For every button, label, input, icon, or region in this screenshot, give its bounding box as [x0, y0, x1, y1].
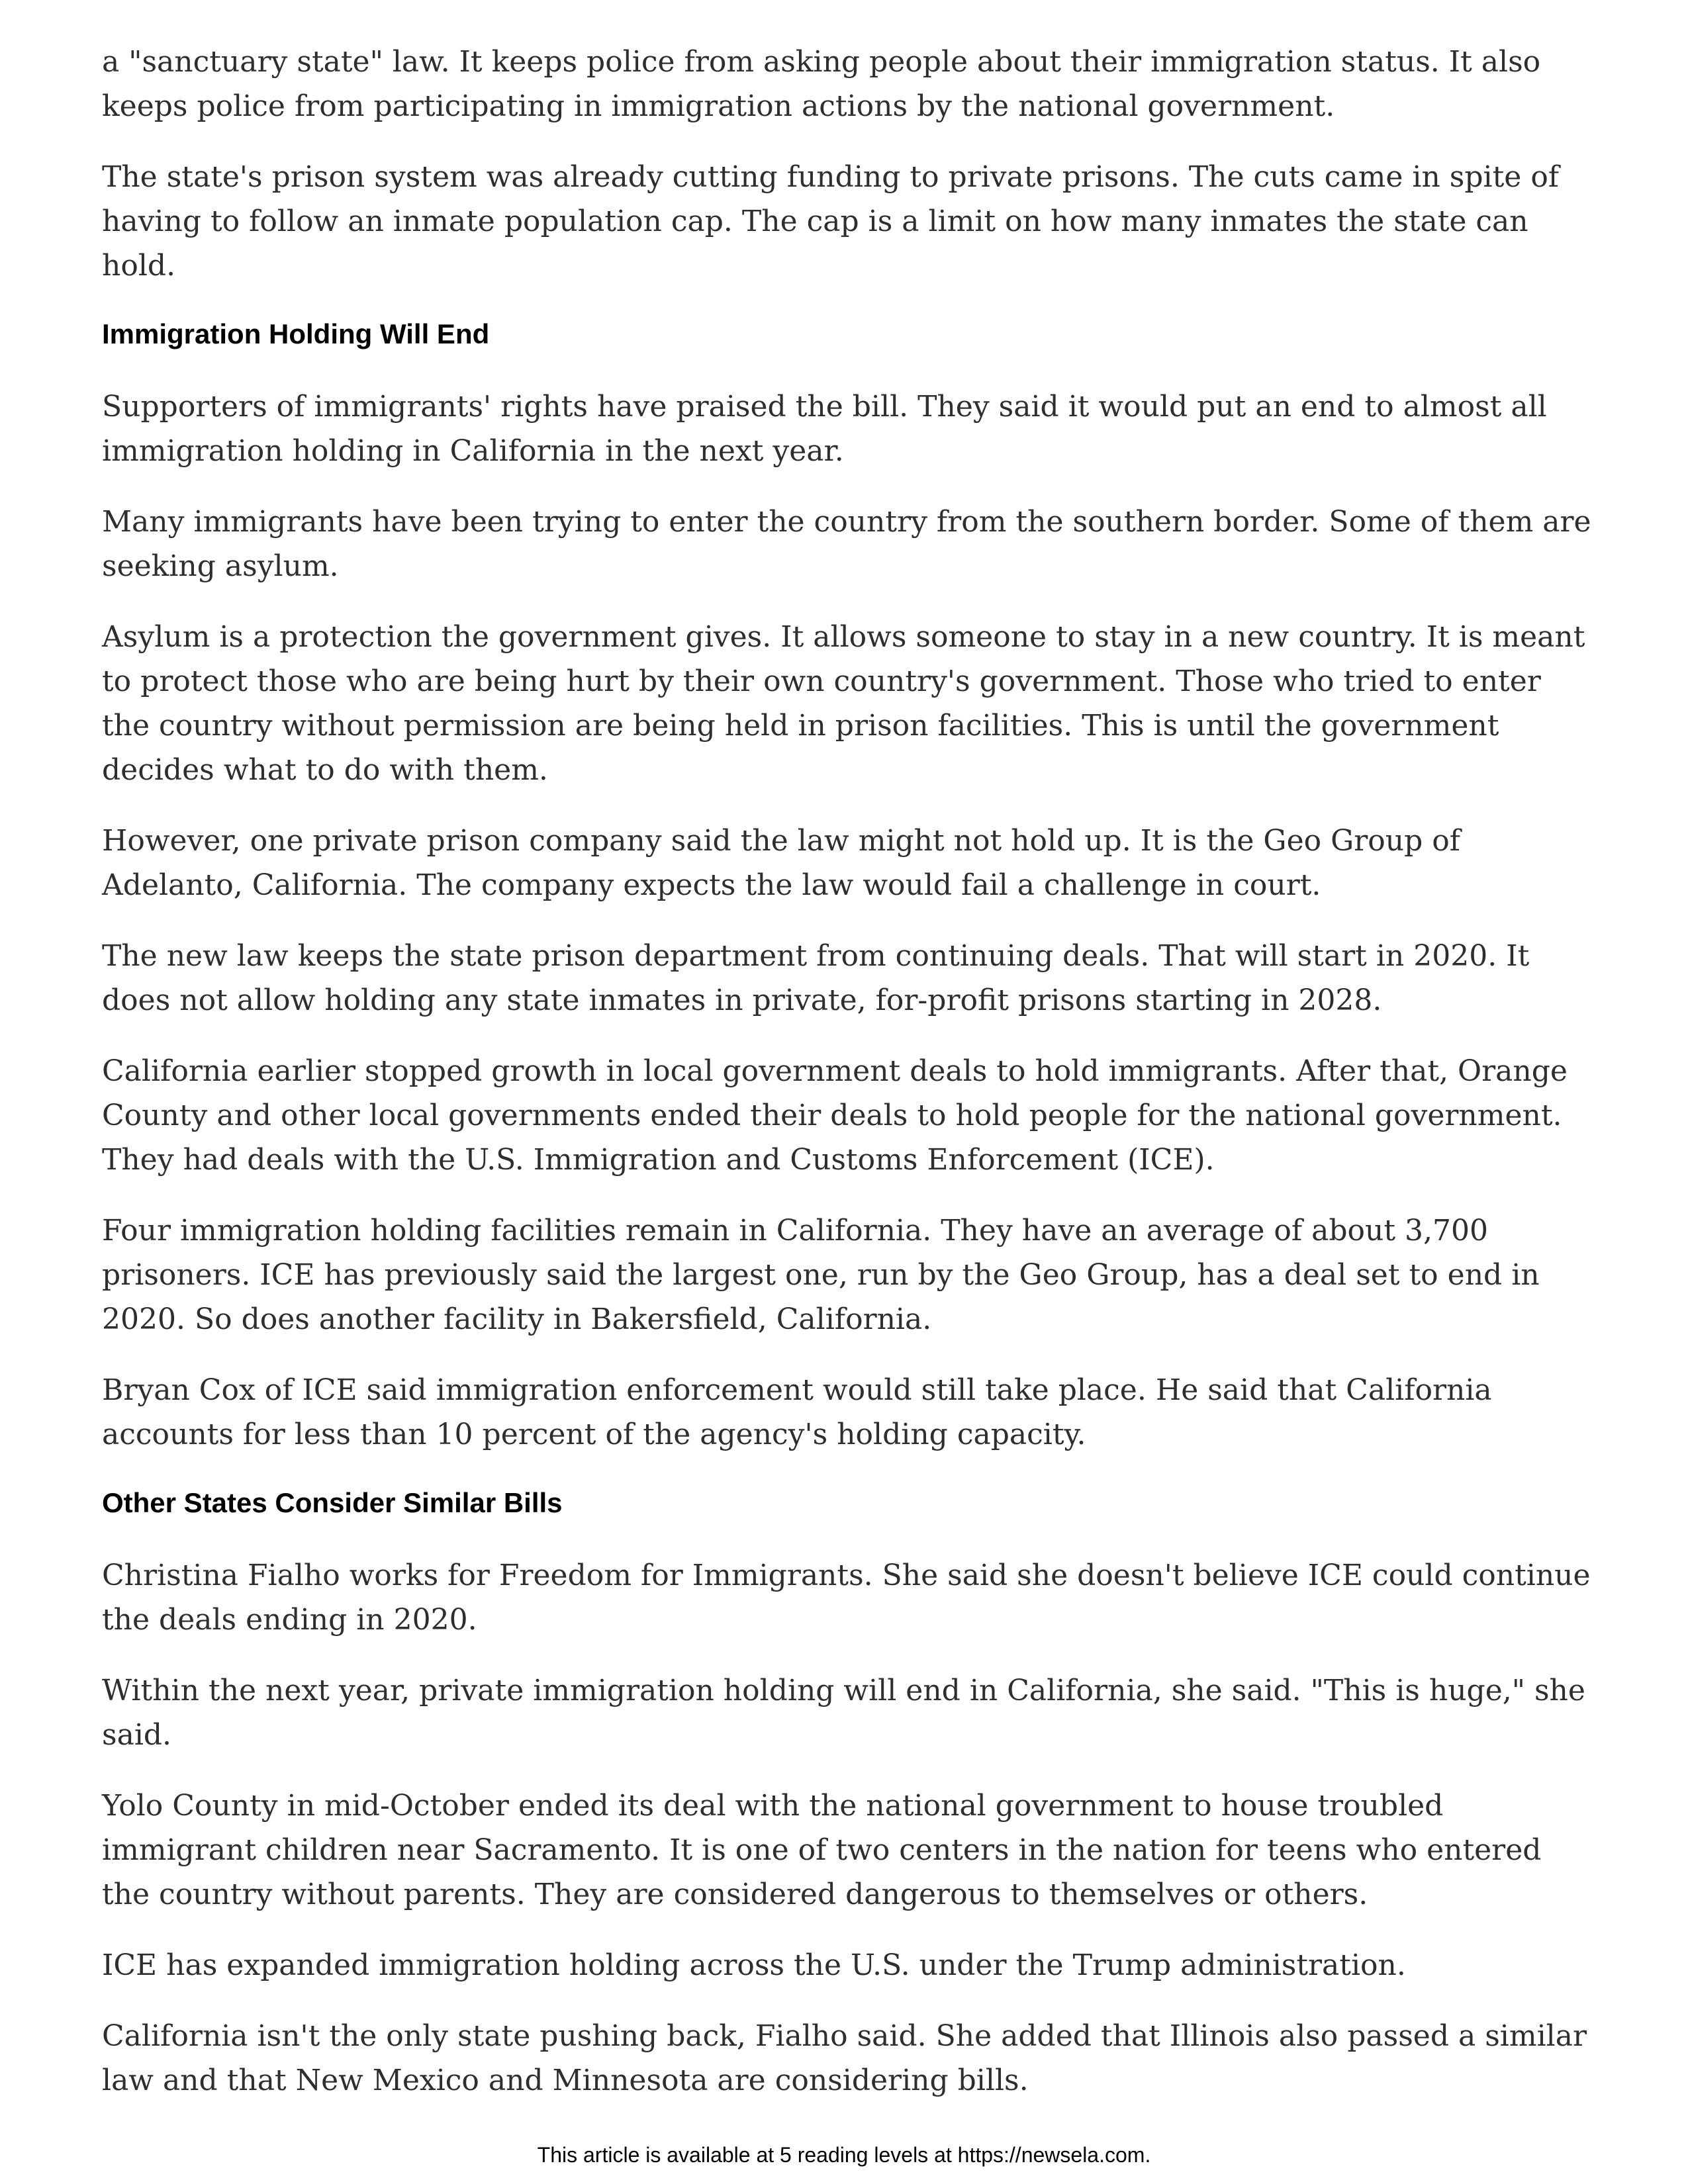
paragraph-bryan-cox: Bryan Cox of ICE said immigration enforcement would still take place. He said that California accounts for less than 10 percent of the agency's holding capacity.: [102, 1373, 1492, 1451]
paragraph-sanctuary-law: a "sanctuary state" law. It keeps police from asking people about their immigration status. It also keeps police from participating in immigration actions by the national government.: [102, 45, 1541, 123]
section-heading-immigration-holding: Immigration Holding Will End: [102, 318, 490, 349]
paragraph-southern-border: Many immigrants have been trying to enter the country from the southern border. Some of them are seeking asylum.: [102, 505, 1591, 583]
section-heading-other-states: Other States Consider Similar Bills: [102, 1487, 563, 1518]
paragraph-yolo-county: Yolo County in mid-October ended its deal with the national government to house troubled immigrant children near Sacramento. It is one of two centers in the nation for teens who entered the country without parents. They are considered dangerous to themselves or others.: [102, 1789, 1542, 1911]
paragraph-local-deals: California earlier stopped growth in local government deals to hold immigrants. After that, Orange County and other local governments ended their deals to hold people for the national government. They had deals with the U.S. Immigration and Customs Enforcement (ICE).: [102, 1054, 1568, 1177]
page-footer: This article is available at 5 reading levels at https://newsela.com.: [537, 2143, 1151, 2167]
paragraph-ice-expanded: ICE has expanded immigration holding across the U.S. under the Trump administration.: [102, 1948, 1406, 1982]
paragraph-asylum: Asylum is a protection the government gives. It allows someone to stay in a new country. It is meant to protect those who are being hurt by their own country's government. Those who tried to enter the country without permission are being held in prison facilities. This is until the government decides what to do with them.: [102, 620, 1585, 787]
paragraph-geo-group: However, one private prison company said the law might not hold up. It is the Geo Group of Adelanto, California. The company expects the law would fail a challenge in court.: [102, 824, 1461, 902]
paragraph-this-is-huge: Within the next year, private immigration holding will end in California, she said. "This is huge," she said.: [102, 1674, 1585, 1752]
paragraph-fialho: Christina Fialho works for Freedom for Immigrants. She said she doesn't believe ICE could continue the deals ending in 2020.: [102, 1559, 1591, 1637]
paragraph-prison-funding: The state's prison system was already cutting funding to private prisons. The cuts came in spite of having to follow an inmate population cap. The cap is a limit on how many inmates the state can hold.: [102, 160, 1560, 283]
paragraph-facilities: Four immigration holding facilities remain in California. They have an average of about 3,700 prisoners. ICE has previously said the largest one, run by the Geo Group, has a deal set to end in 2020. So does another facility in Bakersfield, California.: [102, 1214, 1540, 1336]
paragraph-supporters: Supporters of immigrants' rights have praised the bill. They said it would put an end to almost all immigration holding in California in the next year.: [102, 390, 1547, 468]
paragraph-other-states: California isn't the only state pushing back, Fialho said. She added that Illinois also passed a similar law and that New Mexico and Minnesota are considering bills.: [102, 2019, 1587, 2097]
article-body: [102, 40, 1591, 2129]
paragraph-new-law: The new law keeps the state prison department from continuing deals. That will start in 2020. It does not allow holding any state inmates in private, for-profit prisons starting in 2028.: [102, 939, 1530, 1017]
